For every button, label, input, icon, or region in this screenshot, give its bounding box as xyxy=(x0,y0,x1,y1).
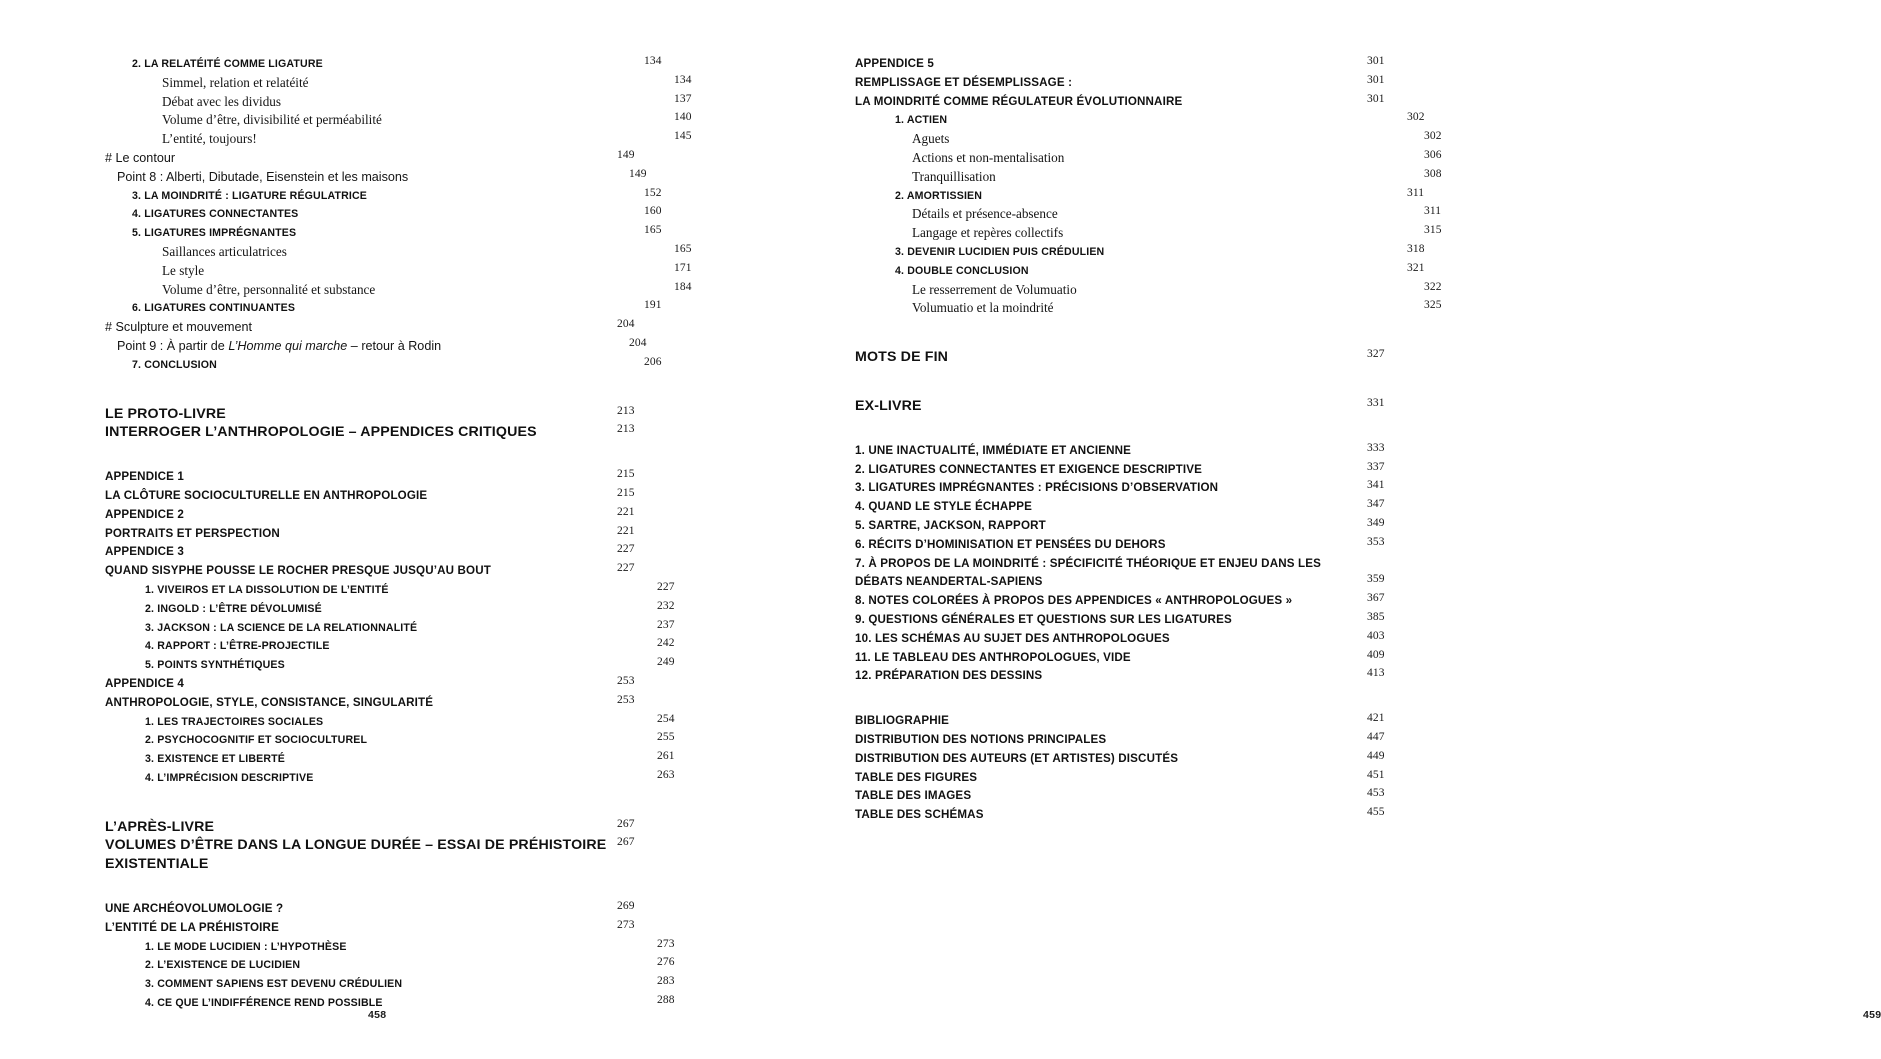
toc-entry-page-number: 145 xyxy=(674,130,692,143)
toc-entry-page-number: 227 xyxy=(617,543,635,556)
toc-entry-title: 2. L’EXISTENCE DE LUCIDIEN xyxy=(145,959,301,972)
folio-left: 458 xyxy=(368,1009,387,1021)
toc-entry[interactable] xyxy=(855,74,1410,93)
toc-entry-title: Tranquillisation xyxy=(912,168,996,184)
toc-entry-title: LA MOINDRITÉ COMME RÉGULATEUR ÉVOLUTIONNAIRE xyxy=(855,94,1183,108)
toc-entry-page-number: 221 xyxy=(617,524,635,537)
toc-entry-page-number: 302 xyxy=(1407,111,1425,124)
toc-entry-page-number: 341 xyxy=(1367,479,1385,492)
toc-entry[interactable] xyxy=(105,525,660,544)
toc-entry[interactable] xyxy=(895,242,1425,262)
toc-entry-title: Volume d’être, divisibilité et perméabilité xyxy=(162,112,382,128)
toc-entry-page-number: 451 xyxy=(1367,768,1385,781)
toc-entry-page-number: 134 xyxy=(644,55,662,67)
toc-entry-title: 4. CE QUE L’INDIFFÉRENCE REND POSSIBLE xyxy=(145,997,383,1010)
toc-entry-title: # Sculpture et mouvement xyxy=(105,320,253,335)
toc-entry-title: 1. UNE INACTUALITÉ, IMMÉDIATE ET ANCIENNE xyxy=(855,443,1132,457)
toc-entry[interactable] xyxy=(855,55,1410,74)
toc-entry-page-number: 253 xyxy=(617,693,635,706)
toc-entry-page-number: 449 xyxy=(1367,749,1385,762)
toc-entry[interactable] xyxy=(145,937,675,957)
toc-entry-title: 1. VIVEIROS ET LA DISSOLUTION DE L’ENTITÉ xyxy=(145,583,389,596)
toc-entry-page-number: 152 xyxy=(644,186,662,199)
toc-entry[interactable] xyxy=(895,111,1425,130)
toc-entry-page-number: 227 xyxy=(617,562,635,575)
toc-entry-title: APPENDICE 4 xyxy=(105,676,184,690)
toc-list-left xyxy=(105,55,692,1013)
toc-entry[interactable] xyxy=(855,93,1410,112)
toc-entry[interactable] xyxy=(145,637,675,656)
toc-entry-title: MOTS DE FIN xyxy=(855,349,949,366)
toc-entry[interactable] xyxy=(145,731,675,750)
toc-entry-title: 2. INGOLD : L’ÊTRE DÉVOLUMISÉ xyxy=(145,602,322,615)
toc-entry-page-number: 140 xyxy=(674,111,692,124)
toc-entry-page-number: 311 xyxy=(1407,186,1425,199)
toc-entry[interactable] xyxy=(117,168,660,187)
toc-entry-title: Détails et présence-absence xyxy=(912,206,1058,222)
toc-entry[interactable] xyxy=(162,130,692,149)
toc-entry-page-number: 149 xyxy=(617,148,635,161)
toc-entry-page-number: 221 xyxy=(617,505,635,518)
toc-entry-title: APPENDICE 5 xyxy=(855,57,934,70)
toc-entry-title: 10. LES SCHÉMAS AU SUJET DES ANTHROPOLOGUES xyxy=(855,631,1170,645)
toc-entry-title: Point 9 : À partir de L’Homme qui marche – retour à Rodin xyxy=(117,338,442,353)
toc-entry[interactable] xyxy=(105,818,660,837)
toc-entry-page-number: 134 xyxy=(674,73,692,86)
toc-entry-title: QUAND SISYPHE POUSSE LE ROCHER PRESQUE JUSQU’AU BOUT xyxy=(105,564,491,578)
toc-entry-title: # Le contour xyxy=(105,150,176,165)
toc-entry-page-number: 232 xyxy=(657,599,675,612)
toc-entry-page-number: 253 xyxy=(617,674,635,687)
toc-entry-title: 6. LIGATURES CONTINUANTES xyxy=(132,302,296,315)
toc-spacer xyxy=(105,788,660,818)
toc-entry-page-number: 367 xyxy=(1367,592,1385,605)
toc-entry[interactable] xyxy=(105,543,660,562)
toc-entry[interactable] xyxy=(105,487,660,506)
toc-entry[interactable] xyxy=(895,261,1425,281)
toc-entry[interactable] xyxy=(105,900,660,919)
toc-entry-title: 3. COMMENT SAPIENS EST DEVENU CRÉDULIEN xyxy=(145,978,403,991)
toc-entry[interactable] xyxy=(855,348,1410,367)
toc-entry-page-number: 254 xyxy=(657,712,675,725)
toc-entry-page-number: 403 xyxy=(1367,629,1385,642)
toc-entry[interactable] xyxy=(162,280,692,300)
toc-entry[interactable] xyxy=(132,205,660,224)
toc-entry[interactable] xyxy=(855,555,1410,593)
toc-entry-page-number: 267 xyxy=(617,817,635,830)
toc-entry-page-number: 137 xyxy=(674,92,692,105)
toc-entry-page-number: 160 xyxy=(644,205,662,218)
toc-entry-title: 4. LIGATURES CONNECTANTES xyxy=(132,208,299,221)
toc-entry[interactable] xyxy=(145,712,675,732)
toc-entry-page-number: 249 xyxy=(657,656,675,669)
toc-entry-page-number: 273 xyxy=(657,937,675,950)
toc-entry-page-number: 255 xyxy=(657,731,675,744)
toc-entry[interactable] xyxy=(912,205,1442,224)
toc-entry-page-number: 325 xyxy=(1424,299,1442,312)
toc-spacer xyxy=(855,367,1410,397)
toc-spacer xyxy=(855,686,1410,712)
toc-entry-page-number: 215 xyxy=(617,486,635,499)
toc-entry[interactable] xyxy=(855,611,1410,630)
toc-entry[interactable] xyxy=(855,536,1410,555)
toc-entry-title: REMPLISSAGE ET DÉSEMPLISSAGE : xyxy=(855,75,1073,89)
toc-entry-title: Simmel, relation et relatéité xyxy=(162,74,309,90)
toc-entry-title: Langage et repères collectifs xyxy=(912,225,1064,241)
toc-entry-title: DISTRIBUTION DES NOTIONS PRINCIPALES xyxy=(855,732,1107,746)
toc-entry[interactable] xyxy=(855,461,1410,480)
toc-entry-page-number: 318 xyxy=(1407,242,1425,255)
toc-entry-page-number: 191 xyxy=(644,299,662,312)
toc-entry-page-number: 359 xyxy=(1367,573,1385,586)
toc-entry-title: Volumuatio et la moindrité xyxy=(912,300,1054,316)
toc-entry-title: 2. PSYCHOCOGNITIF ET SOCIOCULTUREL xyxy=(145,734,368,747)
toc-entry-title: EX-LIVRE xyxy=(855,397,922,414)
toc-entry[interactable] xyxy=(105,468,660,487)
toc-entry[interactable] xyxy=(855,731,1410,750)
toc-entry-title: 5. SARTRE, JACKSON, RAPPORT xyxy=(855,518,1046,532)
toc-entry[interactable] xyxy=(105,562,660,581)
toc-entry[interactable] xyxy=(855,649,1410,668)
toc-entry[interactable] xyxy=(145,599,675,619)
toc-entry-title: TABLE DES IMAGES xyxy=(855,789,972,803)
toc-entry-title: 5. POINTS SYNTHÉTIQUES xyxy=(145,659,285,672)
toc-entry-page-number: 237 xyxy=(657,618,675,631)
toc-entry[interactable] xyxy=(912,299,1442,318)
toc-entry-title: 9. QUESTIONS GÉNÉRALES ET QUESTIONS SUR LES LIGATURES xyxy=(855,612,1232,626)
toc-entry-title: 4. RAPPORT : L’ÊTRE-PROJECTILE xyxy=(145,640,330,653)
toc-entry-title: Le resserrement de Volumuatio xyxy=(912,281,1077,297)
toc-entry[interactable] xyxy=(132,356,660,375)
toc-entry-title: 2. AMORTISSIEN xyxy=(895,189,983,202)
toc-entry-title: TABLE DES FIGURES xyxy=(855,770,978,784)
toc-entry-page-number: 337 xyxy=(1367,460,1385,473)
toc-entry-page-number: 204 xyxy=(617,318,635,331)
toc-entry-page-number: 242 xyxy=(657,637,675,650)
toc-entry[interactable] xyxy=(132,187,660,206)
toc-entry-title: 3. DEVENIR LUCIDIEN PUIS CRÉDULIEN xyxy=(895,245,1105,258)
toc-entry[interactable] xyxy=(855,397,1410,416)
toc-entry-title: 3. LA MOINDRITÉ : LIGATURE RÉGULATRICE xyxy=(132,189,368,202)
toc-entry-title: 3. JACKSON : LA SCIENCE DE LA RELATIONNALITÉ xyxy=(145,621,418,634)
toc-entry-page-number: 276 xyxy=(657,956,675,969)
toc-entry-page-number: 301 xyxy=(1367,73,1385,86)
toc-entry-page-number: 333 xyxy=(1367,441,1385,454)
toc-entry-title: APPENDICE 2 xyxy=(105,507,184,521)
toc-entry-page-number: 347 xyxy=(1367,498,1385,511)
toc-entry[interactable] xyxy=(105,405,660,424)
toc-entry-title: VOLUMES D’ÊTRE DANS LA LONGUE DURÉE – ESSAI DE PRÉHISTOIRE EXISTENTIALE xyxy=(105,837,607,873)
toc-entry-title: BIBLIOGRAPHIE xyxy=(855,714,950,728)
toc-entry-page-number: 165 xyxy=(644,224,662,237)
toc-entry-title: UNE ARCHÉOVOLUMOLOGIE ? xyxy=(105,902,284,916)
toc-entry-title: ANTHROPOLOGIE, STYLE, CONSISTANCE, SINGULARITÉ xyxy=(105,695,434,709)
toc-entry-page-number: 263 xyxy=(657,768,675,781)
toc-entry[interactable] xyxy=(105,423,660,442)
toc-entry-title: 6. RÉCITS D’HOMINISATION ET PENSÉES DU DEHORS xyxy=(855,537,1166,551)
toc-entry[interactable] xyxy=(105,675,660,694)
toc-entry[interactable] xyxy=(855,667,1410,686)
toc-entry-page-number: 213 xyxy=(617,423,635,436)
toc-entry-page-number: 349 xyxy=(1367,516,1385,529)
toc-entry-page-number: 227 xyxy=(657,580,675,593)
toc-entry-page-number: 353 xyxy=(1367,535,1385,548)
toc-entry-title: 4. DOUBLE CONCLUSION xyxy=(895,264,1029,277)
toc-entry-title: 1. LE MODE LUCIDIEN : L’HYPOTHÈSE xyxy=(145,940,347,953)
toc-entry[interactable] xyxy=(145,768,675,788)
toc-entry-title: Débat avec les dividus xyxy=(162,93,282,109)
toc-entry-page-number: 409 xyxy=(1367,648,1385,661)
toc-entry[interactable] xyxy=(895,186,1425,206)
toc-entry[interactable] xyxy=(132,299,660,318)
toc-entry-page-number: 331 xyxy=(1367,396,1385,409)
toc-entry[interactable] xyxy=(162,111,692,130)
toc-entry-title: APPENDICE 1 xyxy=(105,470,184,484)
toc-entry-page-number: 215 xyxy=(617,468,635,481)
toc-entry-title: 4. QUAND LE STYLE ÉCHAPPE xyxy=(855,500,1033,514)
toc-entry[interactable] xyxy=(912,224,1442,243)
page-left xyxy=(0,0,750,1059)
toc-entry-title: Point 8 : Alberti, Dibutade, Eisenstein et les maisons xyxy=(117,169,409,184)
toc-entry-page-number: 315 xyxy=(1424,224,1442,237)
toc-entry[interactable] xyxy=(105,506,660,525)
toc-entry-title: PORTRAITS ET PERSPECTION xyxy=(105,526,280,540)
toc-entry-title: 3. LIGATURES IMPRÉGNANTES : PRÉCISIONS D’OBSERVATION xyxy=(855,481,1219,495)
toc-entry[interactable] xyxy=(855,750,1410,769)
toc-entry-page-number: 453 xyxy=(1367,787,1385,800)
toc-entry-page-number: 302 xyxy=(1424,130,1442,143)
toc-spacer xyxy=(105,375,660,405)
toc-entry[interactable] xyxy=(855,806,1410,825)
toc-entry-page-number: 283 xyxy=(657,975,675,988)
toc-entry-title: Volume d’être, personnalité et substance xyxy=(162,281,376,297)
toc-spacer xyxy=(105,442,660,468)
toc-entry[interactable] xyxy=(117,337,660,356)
toc-entry[interactable] xyxy=(855,769,1410,788)
toc-entry-page-number: 421 xyxy=(1367,712,1385,725)
toc-entry[interactable] xyxy=(145,994,675,1013)
toc-entry-title: 2. LA RELATÉITÉ COMME LIGATURE xyxy=(132,58,323,70)
toc-entry-page-number: 385 xyxy=(1367,610,1385,623)
toc-entry-page-number: 311 xyxy=(1424,205,1442,218)
toc-entry-title: 3. EXISTENCE ET LIBERTÉ xyxy=(145,753,286,766)
toc-entry-page-number: 301 xyxy=(1367,55,1385,67)
toc-entry[interactable] xyxy=(855,712,1410,731)
toc-entry-title: Saillances articulatrices xyxy=(162,243,287,259)
toc-entry-title: INTERROGER L’ANTHROPOLOGIE – APPENDICES CRITIQUES xyxy=(105,424,537,441)
toc-entry-page-number: 455 xyxy=(1367,806,1385,819)
toc-entry-page-number: 213 xyxy=(617,404,635,417)
toc-entry-page-number: 301 xyxy=(1367,92,1385,105)
toc-entry[interactable] xyxy=(162,92,692,112)
toc-entry-page-number: 306 xyxy=(1424,148,1442,161)
toc-entry-title: 1. LES TRAJECTOIRES SOCIALES xyxy=(145,715,324,728)
toc-entry[interactable] xyxy=(145,580,675,600)
toc-entry[interactable] xyxy=(912,130,1442,149)
toc-entry[interactable] xyxy=(105,694,660,713)
toc-entry[interactable] xyxy=(132,224,660,243)
toc-entry-page-number: 321 xyxy=(1407,261,1425,274)
toc-entry[interactable] xyxy=(855,630,1410,649)
toc-entry[interactable] xyxy=(855,498,1410,517)
toc-entry-title: L’APRÈS-LIVRE xyxy=(105,818,215,835)
toc-entry[interactable] xyxy=(145,750,675,769)
toc-list-right xyxy=(855,55,1442,825)
toc-entry-title: 8. NOTES COLORÉES À PROPOS DES APPENDICES « ANTHROPOLOGUES » xyxy=(855,594,1293,608)
toc-entry[interactable] xyxy=(132,55,660,74)
toc-entry-title: 2. LIGATURES CONNECTANTES ET EXIGENCE DESCRIPTIVE xyxy=(855,462,1203,476)
toc-entry-page-number: 327 xyxy=(1367,348,1385,361)
toc-spacer xyxy=(855,318,1410,348)
toc-entry-title: 1. ACTIEN xyxy=(895,114,948,127)
toc-entry[interactable] xyxy=(855,592,1410,611)
toc-entry[interactable] xyxy=(855,517,1410,536)
toc-entry-title: LA CLÔTURE SOCIOCULTURELLE EN ANTHROPOLOGIE xyxy=(105,488,428,502)
toc-entry-page-number: 267 xyxy=(617,836,635,849)
toc-entry-page-number: 413 xyxy=(1367,667,1385,680)
toc-entry[interactable] xyxy=(912,167,1442,187)
toc-entry[interactable] xyxy=(912,280,1442,300)
toc-entry-title: APPENDICE 3 xyxy=(105,545,184,559)
toc-entry[interactable] xyxy=(162,73,692,93)
toc-entry-page-number: 269 xyxy=(617,900,635,913)
toc-entry-page-number: 149 xyxy=(629,167,647,180)
toc-entry-title: 5. LIGATURES IMPRÉGNANTES xyxy=(132,227,297,240)
toc-entry[interactable] xyxy=(855,787,1410,806)
toc-entry-title: 4. L’IMPRÉCISION DESCRIPTIVE xyxy=(145,771,314,784)
toc-entry-title: 11. LE TABLEAU DES ANTHROPOLOGUES, VIDE xyxy=(855,650,1131,664)
toc-entry[interactable] xyxy=(912,148,1442,168)
toc-entry-title: Actions et non-mentalisation xyxy=(912,149,1065,165)
folio-right: 459 xyxy=(1863,1009,1881,1021)
toc-spacer xyxy=(105,874,660,900)
toc-entry-title: DISTRIBUTION DES AUTEURS (ET ARTISTES) DISCUTÉS xyxy=(855,751,1179,765)
toc-entry[interactable] xyxy=(105,149,660,168)
toc-entry[interactable] xyxy=(145,956,675,975)
toc-entry-title: TABLE DES SCHÉMAS xyxy=(855,808,984,822)
toc-entry[interactable] xyxy=(145,975,675,994)
toc-entry-title: LE PROTO-LIVRE xyxy=(105,405,226,422)
toc-entry-page-number: 308 xyxy=(1424,167,1442,180)
toc-entry[interactable] xyxy=(145,618,675,638)
toc-entry[interactable] xyxy=(105,919,660,938)
toc-entry-title: 7. À PROPOS DE LA MOINDRITÉ : SPÉCIFICITÉ THÉORIQUE ET ENJEU DANS LES DÉBATS NEANDERTAL-SAPIENS xyxy=(855,556,1321,589)
toc-entry[interactable] xyxy=(145,656,675,675)
toc-entry[interactable] xyxy=(162,261,692,281)
toc-entry-page-number: 447 xyxy=(1367,730,1385,743)
toc-entry-page-number: 165 xyxy=(674,242,692,255)
toc-entry-page-number: 288 xyxy=(657,994,675,1007)
toc-spacer xyxy=(855,416,1410,442)
toc-entry[interactable] xyxy=(105,318,660,337)
toc-entry-page-number: 206 xyxy=(644,355,662,368)
toc-entry-page-number: 184 xyxy=(674,280,692,293)
toc-entry-page-number: 261 xyxy=(657,750,675,763)
toc-entry-page-number: 273 xyxy=(617,918,635,931)
toc-entry[interactable] xyxy=(855,442,1410,461)
toc-entry-title: Aguets xyxy=(912,131,950,147)
toc-entry-page-number: 322 xyxy=(1424,280,1442,293)
toc-entry[interactable] xyxy=(162,242,692,262)
toc-entry[interactable] xyxy=(105,836,660,874)
toc-entry-title: 12. PRÉPARATION DES DESSINS xyxy=(855,669,1043,683)
toc-entry-page-number: 171 xyxy=(674,261,692,274)
toc-entry-page-number: 204 xyxy=(629,336,647,349)
toc-entry-title: 7. CONCLUSION xyxy=(132,358,217,371)
page-right xyxy=(750,0,1881,1059)
toc-entry-title: L’ENTITÉ DE LA PRÉHISTOIRE xyxy=(105,920,279,934)
toc-entry-title: Le style xyxy=(162,262,205,278)
toc-entry-title: L’entité, toujours! xyxy=(162,131,257,147)
toc-entry[interactable] xyxy=(855,479,1410,498)
